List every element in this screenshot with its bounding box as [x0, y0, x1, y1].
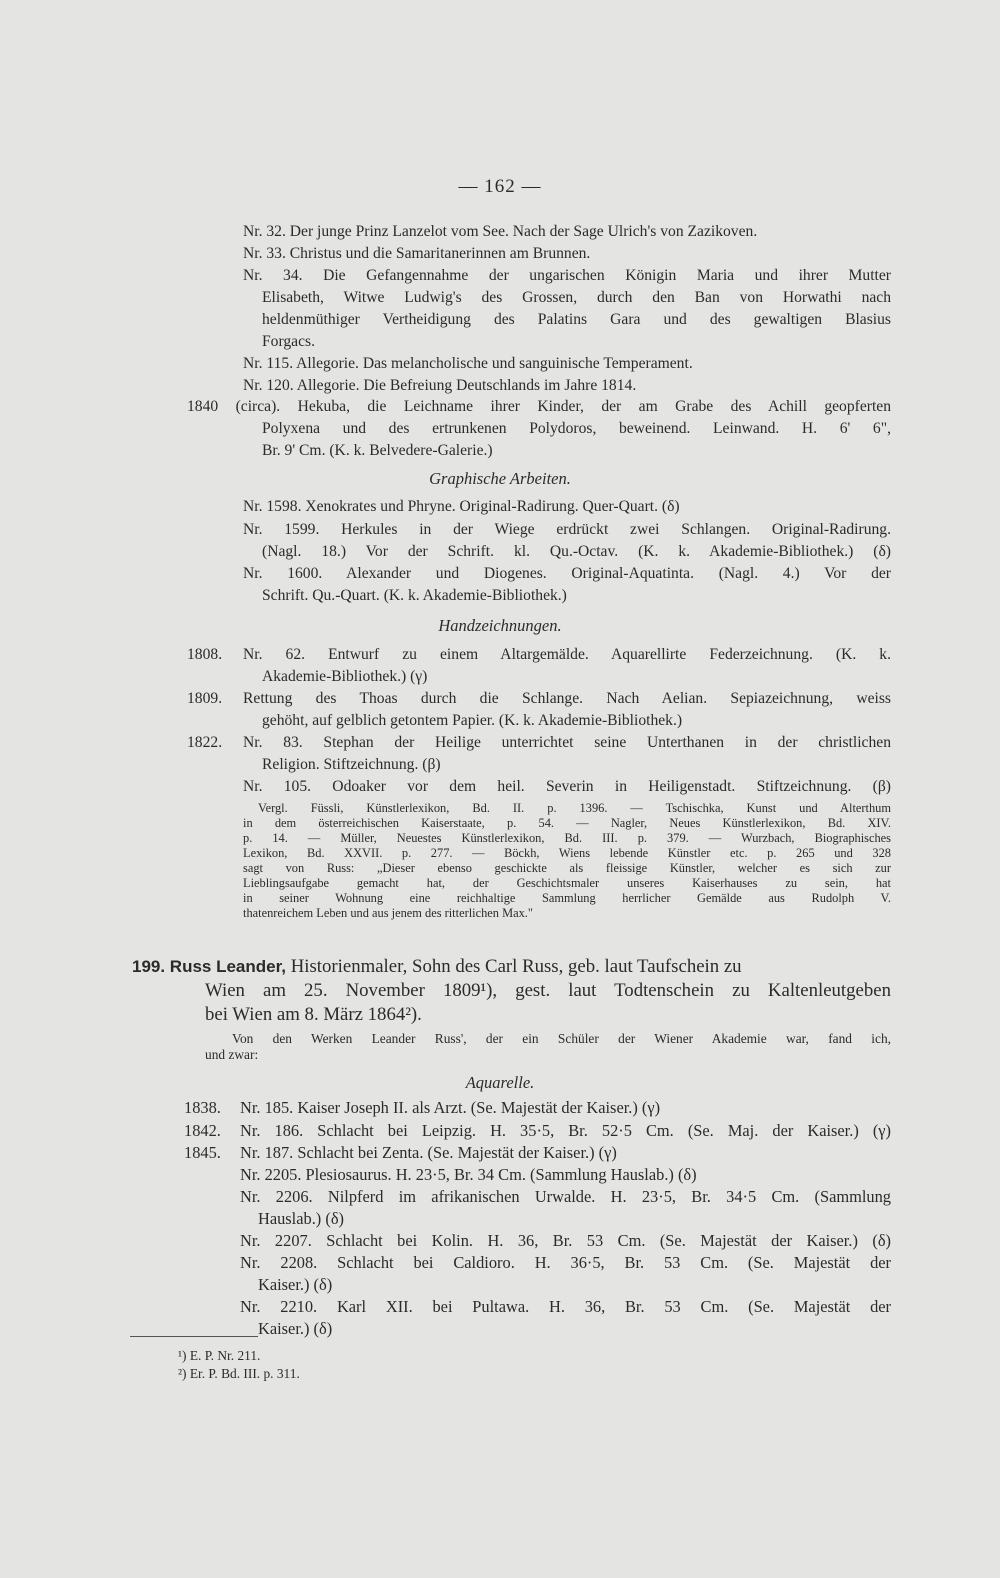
text-line: Nr. 2205. Plesiosaurus. H. 23·5, Br. 34 Cm. (Sammlung Hauslab.) (δ)	[240, 1165, 697, 1184]
footnote: ¹) E. P. Nr. 211.	[178, 1348, 261, 1363]
reference-line: Lexikon, Bd. XXVII. p. 277. — Böckh, Wiens lebende Künstler etc. p. 265 und 328	[243, 846, 891, 860]
reference-line: in dem österreichischen Kaiserstaate, p. 54. — Nagler, Neues Künstlerlexikon, Bd. XIV.	[243, 816, 891, 830]
text-line: Akademie-Bibliothek.) (γ)	[262, 668, 428, 685]
text-line: Nr. 62. Entwurf zu einem Altargemälde. Aquarellirte Federzeichnung. (K. k.	[243, 646, 891, 663]
text-line: Religion. Stiftzeichnung. (β)	[262, 756, 441, 773]
text-line: Hauslab.) (δ)	[258, 1209, 345, 1228]
reference-line: sagt von Russ: „Dieser ebenso geschickte als fleissige Künstler, welcher es sich zur	[243, 861, 891, 875]
text-line: Nr. 120. Allegorie. Die Befreiung Deutschlands im Jahre 1814.	[243, 377, 637, 394]
text-line: 1840 (circa). Hekuba, die Leichname ihrer Kinder, der am Grabe des Achill geopferten	[187, 398, 891, 415]
text-line: Nr. 34. Die Gefangennahme der ungarischen Königin Maria und ihrer Mutter	[243, 267, 891, 284]
year-label: 1842.	[184, 1121, 221, 1140]
text-line: Kaiser.) (δ)	[258, 1275, 333, 1294]
entry-header	[132, 955, 891, 979]
section-heading: Aquarelle.	[465, 1073, 535, 1092]
footnote: ²) Er. P. Bd. III. p. 311.	[178, 1366, 300, 1381]
text-line: Nr. 1599. Herkules in der Wiege erdrückt zwei Schlangen. Original-Radirung.	[243, 521, 891, 538]
text-line: gehöht, auf gelblich getontem Papier. (K. k. Akademie-Bibliothek.)	[262, 712, 683, 729]
footnote-rule	[130, 1336, 258, 1337]
reference-line: p. 14. — Müller, Neuestes Künstlerlexikon, Bd. III. p. 379. — Wurzbach, Biographisches	[243, 831, 891, 845]
text-line: Wien am 25. November 1809¹), gest. laut Todtenschein zu Kaltenleutgeben	[205, 980, 891, 1001]
reference-line: thatenreichem Leben und aus jenem des ritterlichen Max."	[243, 906, 533, 920]
text-line: bei Wien am 8. März 1864²).	[205, 1004, 422, 1025]
text-line: Nr. 1598. Xenokrates und Phryne. Original-Radirung. Quer-Quart. (δ)	[243, 498, 680, 515]
reference-line: in seiner Wohnung eine reichhaltige Sammlung herrlicher Gemälde aus Rudolph V.	[243, 891, 891, 905]
section-heading: Graphische Arbeiten.	[429, 469, 571, 488]
text-line: Forgacs.	[262, 333, 315, 350]
intro-line: Von den Werken Leander Russ', der ein Schüler der Wiener Akademie war, fand ich,	[232, 1031, 891, 1046]
text-line: Nr. 32. Der junge Prinz Lanzelot vom See. Nach der Sage Ulrich's von Zazikoven.	[243, 223, 758, 240]
year-label: 1822.	[187, 734, 223, 751]
text-line: Nr. 185. Kaiser Joseph II. als Arzt. (Se. Majestät der Kaiser.) (γ)	[240, 1098, 661, 1117]
text-line: Nr. 2210. Karl XII. bei Pultawa. H. 36, Br. 53 Cm. (Se. Majestät der	[240, 1297, 891, 1316]
text-line: Nr. 186. Schlacht bei Leipzig. H. 35·5, Br. 52·5 Cm. (Se. Maj. der Kaiser.) (γ)	[240, 1121, 891, 1140]
text-line: Rettung des Thoas durch die Schlange. Nach Aelian. Sepiazeichnung, weiss	[243, 690, 891, 707]
text-line: Polyxena und des ertrunkenen Polydoros, beweinend. Leinwand. H. 6' 6",	[262, 420, 891, 437]
reference-line: Lieblingsaufgabe gemacht hat, der Geschichtsmaler unseres Kaiserhauses zu sein, hat	[243, 876, 891, 890]
text-line: Nr. 115. Allegorie. Das melancholische und sanguinische Temperament.	[243, 355, 693, 372]
year-label: 1838.	[184, 1098, 221, 1117]
text-line: heldenmüthiger Vertheidigung des Palatins Gara und des gewaltigen Blasius	[262, 311, 891, 328]
text-line: Nr. 105. Odoaker vor dem heil. Severin in Heiligenstadt. Stiftzeichnung. (β)	[243, 778, 891, 795]
entry-number: 199.	[132, 957, 166, 976]
text-line: (Nagl. 18.) Vor der Schrift. kl. Qu.-Octav. (K. k. Akademie-Bibliothek.) (δ)	[262, 543, 891, 560]
entry-description: Historienmaler, Sohn des Carl Russ, geb. laut Taufschein zu	[290, 956, 742, 977]
text-line: Nr. 2208. Schlacht bei Caldioro. H. 36·5, Br. 53 Cm. (Se. Majestät der	[240, 1253, 891, 1272]
text-line: Kaiser.) (δ)	[258, 1319, 333, 1338]
year-label: 1809.	[187, 690, 223, 707]
reference-line: Vergl. Füssli, Künstlerlexikon, Bd. II. p. 1396. — Tschischka, Kunst und Alterthum	[258, 801, 891, 815]
text-line: Nr. 2207. Schlacht bei Kolin. H. 36, Br. 53 Cm. (Se. Majestät der Kaiser.) (δ)	[240, 1231, 891, 1250]
text-line: Nr. 2206. Nilpferd im afrikanischen Urwalde. H. 23·5, Br. 34·5 Cm. (Sammlung	[240, 1187, 891, 1206]
section-heading: Handzeichnungen.	[438, 616, 562, 635]
text-line: Br. 9' Cm. (K. k. Belvedere-Galerie.)	[262, 442, 493, 459]
year-label: 1845.	[184, 1143, 221, 1162]
intro-line: und zwar:	[205, 1047, 259, 1062]
text-line: Schrift. Qu.-Quart. (K. k. Akademie-Bibliothek.)	[262, 587, 567, 604]
page-number: — 162 —	[458, 176, 542, 197]
entry-name: Russ Leander,	[169, 957, 287, 976]
text-line: Nr. 187. Schlacht bei Zenta. (Se. Majestät der Kaiser.) (γ)	[240, 1143, 617, 1162]
text-line: Nr. 1600. Alexander und Diogenes. Original-Aquatinta. (Nagl. 4.) Vor der	[243, 565, 891, 582]
text-line: Nr. 33. Christus und die Samaritanerinnen am Brunnen.	[243, 245, 591, 262]
text-line: Nr. 83. Stephan der Heilige unterrichtet seine Unterthanen in der christlichen	[243, 734, 891, 751]
text-line: Elisabeth, Witwe Ludwig's des Grossen, durch den Ban von Horwathi nach	[262, 289, 891, 306]
year-label: 1808.	[187, 646, 223, 663]
